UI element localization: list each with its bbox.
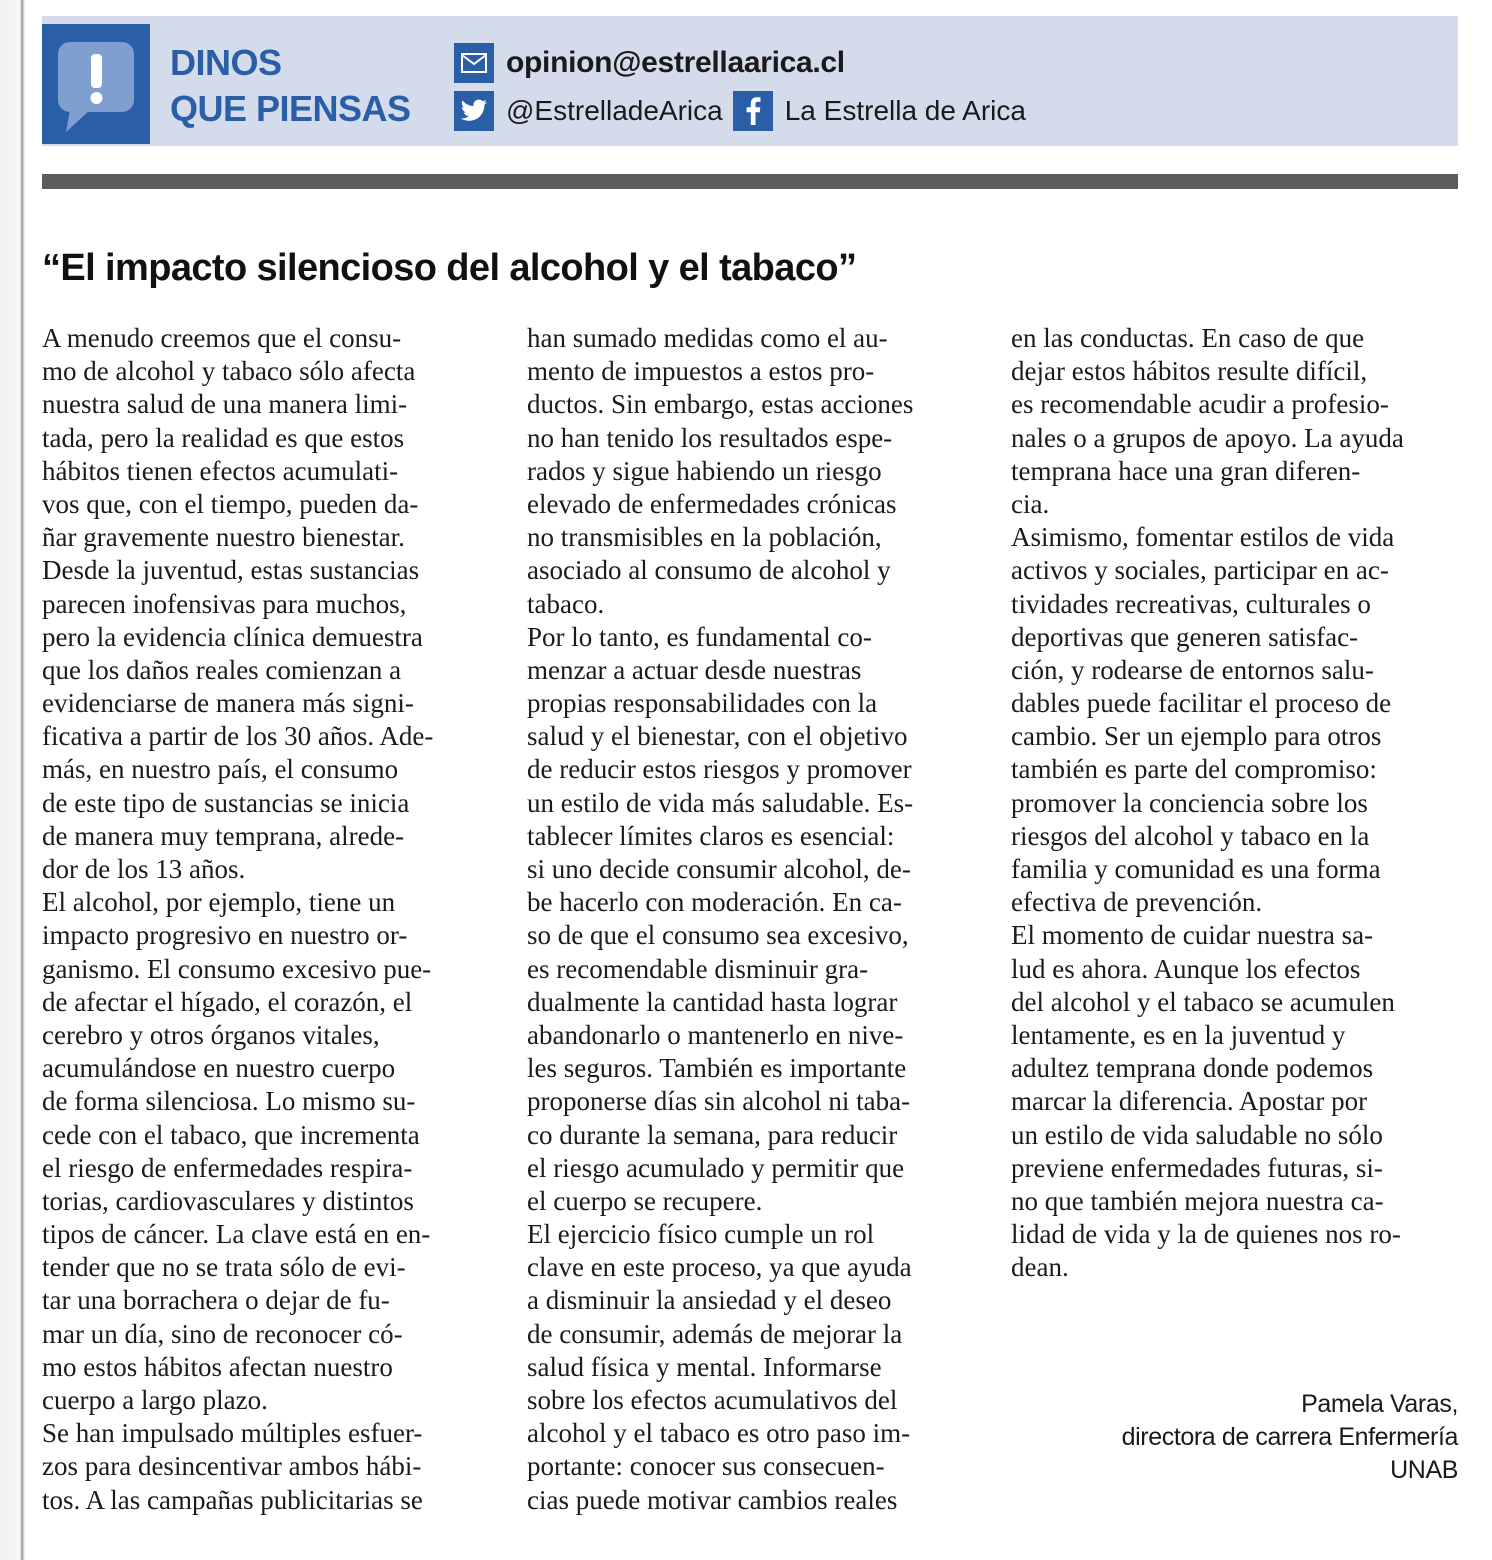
page-edge [0,0,26,1560]
article-line: zos para desincentivar ambos hábi- [42,1451,422,1482]
article-line: rados y sigue habiendo un riesgo [527,455,882,486]
article-line: es recomendable acudir a profesio- [1011,389,1389,420]
article-line: vos que, con el tiempo, pueden da- [42,488,419,519]
article-line: nales o a grupos de apoyo. La ayuda [1011,422,1404,453]
article-line: A menudo creemos que el consu- [42,323,402,353]
email-contact[interactable] [454,42,845,84]
article-line: salud y el bienestar, con el objetivo [527,721,908,752]
article-line: tender que no se trata sólo de evi- [42,1252,406,1283]
author-signature [1122,1388,1458,1487]
article-line: Por lo tanto, es fundamental co- [527,621,872,652]
article-headline: “El impacto silencioso del alcohol y el tabaco” [42,247,857,289]
article-line: dualmente la cantidad hasta lograr [527,986,898,1017]
article-column-1 [42,322,504,1517]
article-line: el cuerpo se recupere. [527,1185,763,1216]
article-line: tabaco. [527,588,605,619]
article-line: que los daños reales comienzan a [42,654,402,685]
article-line: lidad de vida y la de quienes nos ro- [1011,1219,1401,1250]
section-badge [42,24,150,144]
article-line: propias responsabilidades con la [527,688,878,719]
article-line: de manera muy temprana, alrede- [42,820,405,851]
article-line: si uno decide consumir alcohol, de- [527,854,911,884]
author-name: Pamela Varas, [1301,1390,1458,1418]
article-line: cias puede motivar cambios reales [527,1484,898,1515]
article-line: dean. [1011,1252,1069,1283]
article-line: tablecer límites claros es esencial: [527,820,895,851]
article-line: a disminuir la ansiedad y el deseo [527,1285,892,1316]
article-line: Se han impulsado múltiples esfuer- [42,1418,423,1449]
article-line: mo de alcohol y tabaco sólo afecta [42,356,416,387]
article-line: alcohol y el tabaco es otro paso im- [527,1418,911,1449]
article-line: de forma silenciosa. Lo mismo su- [42,1086,416,1117]
article-line: El alcohol, por ejemplo, tiene un [42,887,396,918]
author-institution: UNAB [1390,1456,1458,1484]
article-line: tar una borrachera o dejar de fu- [42,1285,390,1316]
article-line: también es parte del compromiso: [1011,754,1377,785]
article-line: asociado al consumo de alcohol y [527,555,891,586]
article-line: ductos. Sin embargo, estas acciones [527,389,914,420]
article-line: un estilo de vida saludable no sólo [1011,1119,1383,1150]
article-line: co durante la semana, para reducir [527,1119,898,1150]
article-line: el riesgo de enfermedades respira- [42,1152,413,1183]
article-line: deportivas que generen satisfac- [1011,621,1359,652]
article-line: torias, cardiovasculares y distintos [42,1185,414,1216]
author-role: directora de carrera Enfermería [1121,1423,1458,1451]
article-line: acumulándose en nuestro cuerpo [42,1053,396,1084]
article-line: tividades recreativas, culturales o [1011,588,1371,619]
article-line: cerebro y otros órganos vitales, [42,1019,380,1050]
article-line: El momento de cuidar nuestra sa- [1011,920,1374,951]
article-line: proponerse días sin alcohol ni taba- [527,1086,911,1117]
article-line: en las conductas. En caso de que [1011,323,1365,353]
article-line: no que también mejora nuestra ca- [1011,1185,1384,1216]
article-line: nuestra salud de una manera limi- [42,389,408,420]
article-line: ñar gravemente nuestro bienestar. [42,522,405,553]
article-line: menzar a actuar desde nuestras [527,654,862,685]
article-line: mo estos hábitos afectan nuestro [42,1351,393,1382]
article-line: be hacerlo con moderación. En ca- [527,887,902,918]
article-line: cuerpo a largo plazo. [42,1385,268,1415]
article-column-3 [1011,322,1463,1284]
article-line: de afectar el hígado, el corazón, el [42,986,413,1017]
article-line: tipos de cáncer. La clave está en en- [42,1219,431,1250]
article-line: salud física y mental. Informarse [527,1351,882,1382]
article-line: ficativa a partir de los 30 años. Ade- [42,721,434,752]
article-line: impacto progresivo en nuestro or- [42,920,408,951]
email-link[interactable]: opinion@estrellaarica.cl [506,46,845,79]
facebook-icon [733,91,773,131]
article-line: mar un día, sino de reconocer có- [42,1318,403,1349]
article-line: familia y comunidad es una forma [1011,854,1381,884]
article-line: ganismo. El consumo excesivo pue- [42,953,432,984]
article-line: efectiva de prevención. [1011,887,1263,918]
article-line: sobre los efectos acumulativos del [527,1385,898,1415]
article-line: cia. [1011,488,1050,519]
article-line: portante: conocer sus consecuen- [527,1451,885,1482]
article-line: tada, pero la realidad es que estos [42,422,405,453]
article-line: El ejercicio físico cumple un rol [527,1219,875,1250]
article-line: de consumir, además de mejorar la [527,1318,903,1349]
twitter-handle[interactable]: @EstrelladeArica [506,95,723,126]
article-line: les seguros. También es importante [527,1053,907,1084]
article-line: adultez temprana donde podemos [1011,1053,1374,1084]
social-contacts [454,90,1026,132]
article-line: del alcohol y el tabaco se acumulen [1011,986,1395,1017]
article-line: lentamente, es en la juventud y [1011,1019,1346,1050]
section-divider [42,174,1458,189]
facebook-page[interactable]: La Estrella de Arica [784,95,1026,126]
article-line: cede con el tabaco, que incrementa [42,1119,420,1150]
article-line: promover la conciencia sobre los [1011,787,1368,818]
article-line: Asimismo, fomentar estilos de vida [1011,522,1395,553]
article-line: dor de los 13 años. [42,854,246,884]
article-line: lud es ahora. Aunque los efectos [1011,953,1361,984]
article-line: es recomendable disminuir gra- [527,953,869,984]
article-line: abandonarlo o mantenerlo en nive- [527,1019,904,1050]
article-line: el riesgo acumulado y permitir que [527,1152,905,1183]
envelope-icon [454,43,494,83]
article-line: Desde la juventud, estas sustancias [42,555,420,586]
article-line: pero la evidencia clínica demuestra [42,621,423,652]
article-line: más, en nuestro país, el consumo [42,754,399,785]
article-line: marcar la diferencia. Apostar por [1011,1086,1368,1117]
article-line: riesgos del alcohol y tabaco en la [1011,820,1370,851]
article-line: evidenciarse de manera más signi- [42,688,414,719]
article-line: previene enfermedades futuras, si- [1011,1152,1383,1183]
article-line: so de que el consumo sea excesivo, [527,920,909,951]
twitter-bird-icon [454,91,494,131]
article-line: activos y sociales, participar en ac- [1011,555,1389,586]
article-line: un estilo de vida más saludable. Es- [527,787,914,818]
article-line: elevado de enfermedades crónicas [527,488,897,519]
article-line: parecen inofensivas para muchos, [42,588,407,619]
article-line: no transmisibles en la población, [527,522,882,553]
article-line: cambio. Ser un ejemplo para otros [1011,721,1382,752]
section-title [170,40,411,132]
article-line: de reducir estos riesgos y promover [527,754,912,785]
article-line: temprana hace una gran diferen- [1011,455,1361,486]
article-line: hábitos tienen efectos acumulati- [42,455,399,486]
article-line: han sumado medidas como el au- [527,323,888,353]
article-column-2 [527,322,989,1517]
article-line: tos. A las campañas publicitarias se [42,1484,423,1515]
article-line: de este tipo de sustancias se inicia [42,787,410,818]
article-line: mento de impuestos a estos pro- [527,356,875,387]
section-title-line1: DINOS [170,42,282,83]
section-title-line2: QUE PIENSAS [170,88,411,129]
article-line: clave en este proceso, ya que ayuda [527,1252,912,1283]
article-line: no han tenido los resultados espe- [527,422,893,453]
opinion-banner [42,16,1458,146]
article-line: dejar estos hábitos resulte difícil, [1011,356,1368,387]
exclamation-speech-bubble-icon [42,24,150,144]
article-line: dables puede facilitar el proceso de [1011,688,1392,719]
article-line: ción, y rodearse de entornos salu- [1011,654,1374,685]
